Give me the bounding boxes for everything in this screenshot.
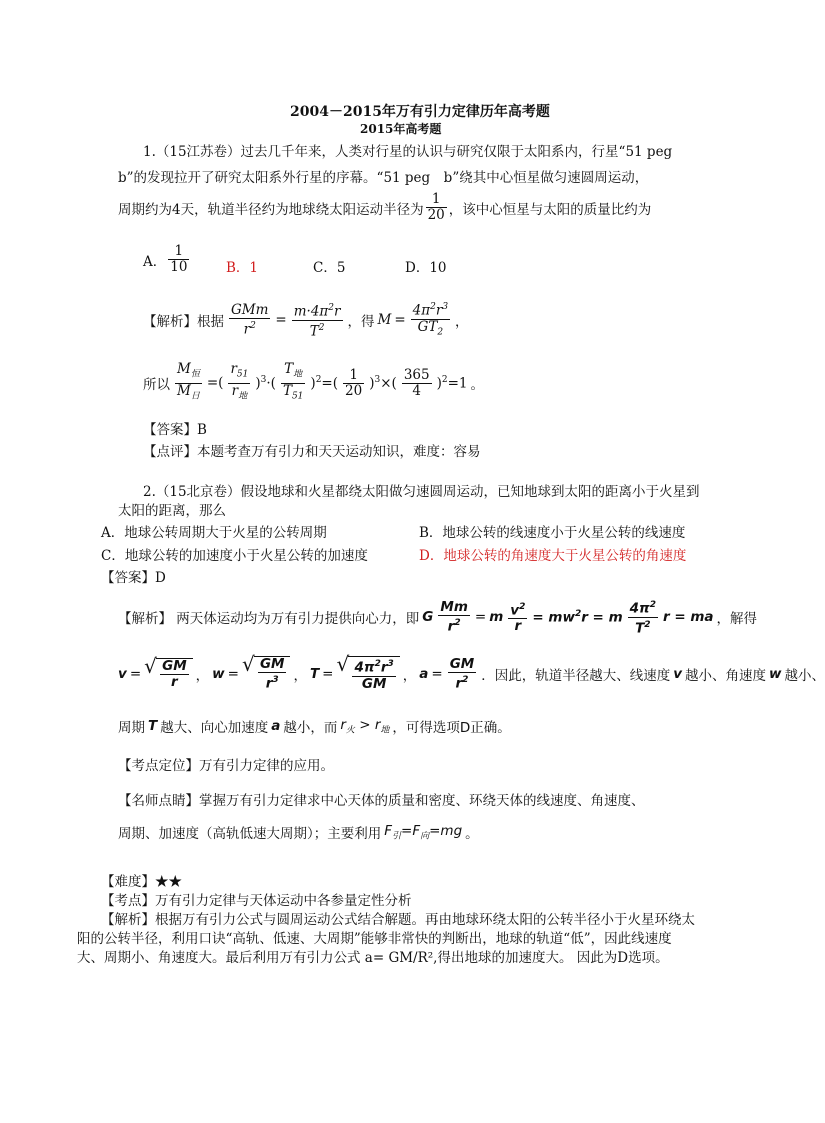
q2-option-b: B．地球公转的线速度小于火星公转的线速度 <box>419 525 686 541</box>
q1-ratio-num: 1 <box>431 191 441 207</box>
q1-so-end: 。 <box>470 377 485 394</box>
q2-difficulty <box>101 870 182 890</box>
q1-option-a <box>143 244 191 275</box>
q2-jiexi2-line1: 【解析】根据万有引力公式与圆周运动公式结合解题。再由地球环绕太阳的公转半径小于火星环绕太 <box>101 912 695 928</box>
q1-option-b: B．1 <box>226 260 259 276</box>
q1-option-a-fraction <box>168 244 189 275</box>
q2-conclusion: 周期 T 越大、向心加速度 a 越小，而 $r_火 > r_地$ ，可得选项D正确。 <box>118 716 511 736</box>
q1-option-a-num: 1 <box>174 243 184 259</box>
q2-sqrt-v: √ $\frac{GM}{r}$ <box>156 658 193 690</box>
q1-stem-line3 <box>118 192 651 223</box>
q2-mingshi-line2: 周期、加速度（高轨低速大周期）；主要利用 $F_引=F_向=mg$ 。 <box>118 822 479 842</box>
q2-option-c: C．地球公转的加速度小于火星公转的加速度 <box>101 548 368 564</box>
q1-option-a-label: A． <box>143 253 167 270</box>
q2-mingshi-line2-pre: 周期、加速度（高轨低速大周期）；主要利用 <box>118 826 382 842</box>
q1-analysis: 【解析】根据 $\frac{\text{GMm}}{r^2}$ = $\frac{m\cdot 4\pi^2r}{T^2}$ ，得 M = $\frac{4\pi^2r^3}{GT_2}$ ， <box>143 301 469 340</box>
q2-t-post: ，可得选项D正确。 <box>392 720 511 736</box>
q2-stem-line1: 2.（15北京卷）假设地球和火星都绕太阳做匀速圆周运动，已知地球到太阳的距离小于火星到 <box>143 484 700 500</box>
q2-difficulty-stars: ★★ <box>155 874 182 890</box>
q1-so-label: 所以 <box>143 377 170 394</box>
q2-analysis: 【解析】 两天体运动均为万有引力提供向心力，即 G $\frac{Mm}{r^2}$ = m $\frac{v^2}{r}$ = $mw^2r = m$ $\frac{4\pi^2}{T^2}$ r = ma ，解得 <box>118 598 758 636</box>
q1-option-d: D．10 <box>405 260 447 276</box>
q2-option-d: D．地球公转的角速度大于火星公转的角速度 <box>419 548 687 564</box>
q2-solutions: v = √ $\frac{GM}{r}$ ， w = √ $\frac{GM}{r^3}$ ， T = √ $\frac{4\pi^2r^3}{GM}$ ， a = $\frac{GM}{r^2}$ ．因此，轨道半径越大、线速度 v 越小、角速度 w 越小、 <box>118 656 825 692</box>
q2-formula-accel: $\frac{GM}{r^2}$ <box>449 655 475 691</box>
q2-mingshi-line2-post: 。 <box>465 826 479 842</box>
q2-jiexi2-line2: 阳的公转半径，利用口诀“高轨、低速、大周期”能够非常快的判断出，地球的轨道“低”，因此线速度 <box>77 931 672 947</box>
q1-stem-line1: 1.（15江苏卷）过去几千年来，人类对行星的认识与研究仅限于太阳系内，行星“51 peg <box>143 144 673 160</box>
q1-period-ratio: $\frac{T_地}{T_{51}}$ <box>281 362 305 404</box>
q1-ratio-fraction <box>426 192 447 223</box>
q2-v-post: ．因此，轨道半径越大、线速度 <box>481 667 671 684</box>
q2-jiexi2-line3: 大、周期小、角速度大。最后利用万有引力公式 a= GM/R²,得出地球的加速度大。 因此为D选项。 <box>77 950 669 966</box>
q1-comment: 【点评】本题考查万有引力和天天运动知识，难度：容易 <box>143 444 481 460</box>
year-heading: 2015年高考题 <box>360 122 442 136</box>
q2-analysis-pre: 【解析】 两天体运动均为万有引力提供向心力，即 <box>118 611 420 627</box>
q2-formula-velocity: $\frac{v^2}{r}$ <box>510 601 526 635</box>
q2-kaodian2: 【考点】万有引力定律与天体运动中各参量定性分析 <box>101 893 412 909</box>
q2-t-mid2: 越小，而 <box>283 720 338 736</box>
q1-answer: 【答案】B <box>143 422 207 438</box>
q2-t-pre: 周期 <box>118 720 145 736</box>
q2-v-post3: 越小、 <box>784 667 825 684</box>
q2-formula-gravity: $\frac{Mm}{r^2}$ <box>440 598 468 635</box>
q2-mingshi-line1: 【名师点睛】掌握万有引力定律求中心天体的质量和密度、环绕天体的线速度、角速度、 <box>118 793 645 809</box>
q2-v-post2: 越小、角速度 <box>685 667 767 684</box>
q1-mass-ratio: $\frac{M_恒}{M_日}$ <box>175 362 202 404</box>
q1-stem-line3-pre: 周期约为4天，轨道半径约为地球绕太阳运动半径为 <box>118 201 424 218</box>
q2-answer: 【答案】D <box>101 570 166 586</box>
q2-difficulty-label: 【难度】 <box>101 874 155 890</box>
q2-analysis-post: ，解得 <box>716 611 758 627</box>
q2-sqrt-t: √ $\frac{4\pi^2r^3}{GM}$ <box>348 656 399 692</box>
q1-formula-mass: $\frac{4\pi^2r^3}{GT_2}$ <box>411 300 450 340</box>
q1-analysis-mid: ，得 <box>347 314 375 331</box>
q1-stem-line3-post: ，该中心恒星与太阳的质量比约为 <box>448 201 652 218</box>
q1-analysis-label: 【解析】根据 <box>143 314 224 331</box>
document-title: 2004－2015年万有引力定律历年高考题 <box>290 104 550 120</box>
q1-option-a-den: 10 <box>170 259 188 275</box>
q1-period-value: $\frac{365}{4}$ <box>403 366 430 399</box>
q2-formula-period: $\frac{4\pi^2}{T^2}$ <box>629 600 656 636</box>
q2-sqrt-w: √ $\frac{GM}{r^3}$ <box>254 656 291 692</box>
q2-option-a: A．地球公转周期大于火星的公转周期 <box>101 525 327 541</box>
q1-stem-line2: b”的发现拉开了研究太阳系外行星的序幕。“51 peg b”绕其中心恒星做匀速圆周运动， <box>118 170 649 186</box>
q1-analysis-end: ， <box>455 314 469 331</box>
q1-ratio-calc: 所以 $\frac{M_恒}{M_日}$ =( $\frac{r_{51}}{r_地}$ )$^3$·( $\frac{T_地}{T_{51}}$ )$^2$=( $\frac{1}{20}$ )$^3$×( $\frac{365}{4}$ )$^2$=1 。 <box>143 362 484 404</box>
q1-ratio-value: $\frac{1}{20}$ <box>345 366 363 399</box>
q1-ratio-den: 20 <box>427 207 445 223</box>
q1-option-c: C．5 <box>313 260 346 276</box>
q2-kaodian: 【考点定位】万有引力定律的应用。 <box>118 758 334 774</box>
q2-t-mid: 越大、向心加速度 <box>160 720 269 736</box>
q1-radius-ratio: $\frac{r_{51}}{r_地}$ <box>228 362 250 404</box>
q1-formula-centripetal: $\frac{m\cdot 4\pi^2r}{T^2}$ <box>293 303 341 340</box>
q2-stem-line2: 太阳的距离，那么 <box>118 503 226 519</box>
q1-formula-gravity: $\frac{\text{GMm}}{r^2}$ <box>231 301 269 338</box>
